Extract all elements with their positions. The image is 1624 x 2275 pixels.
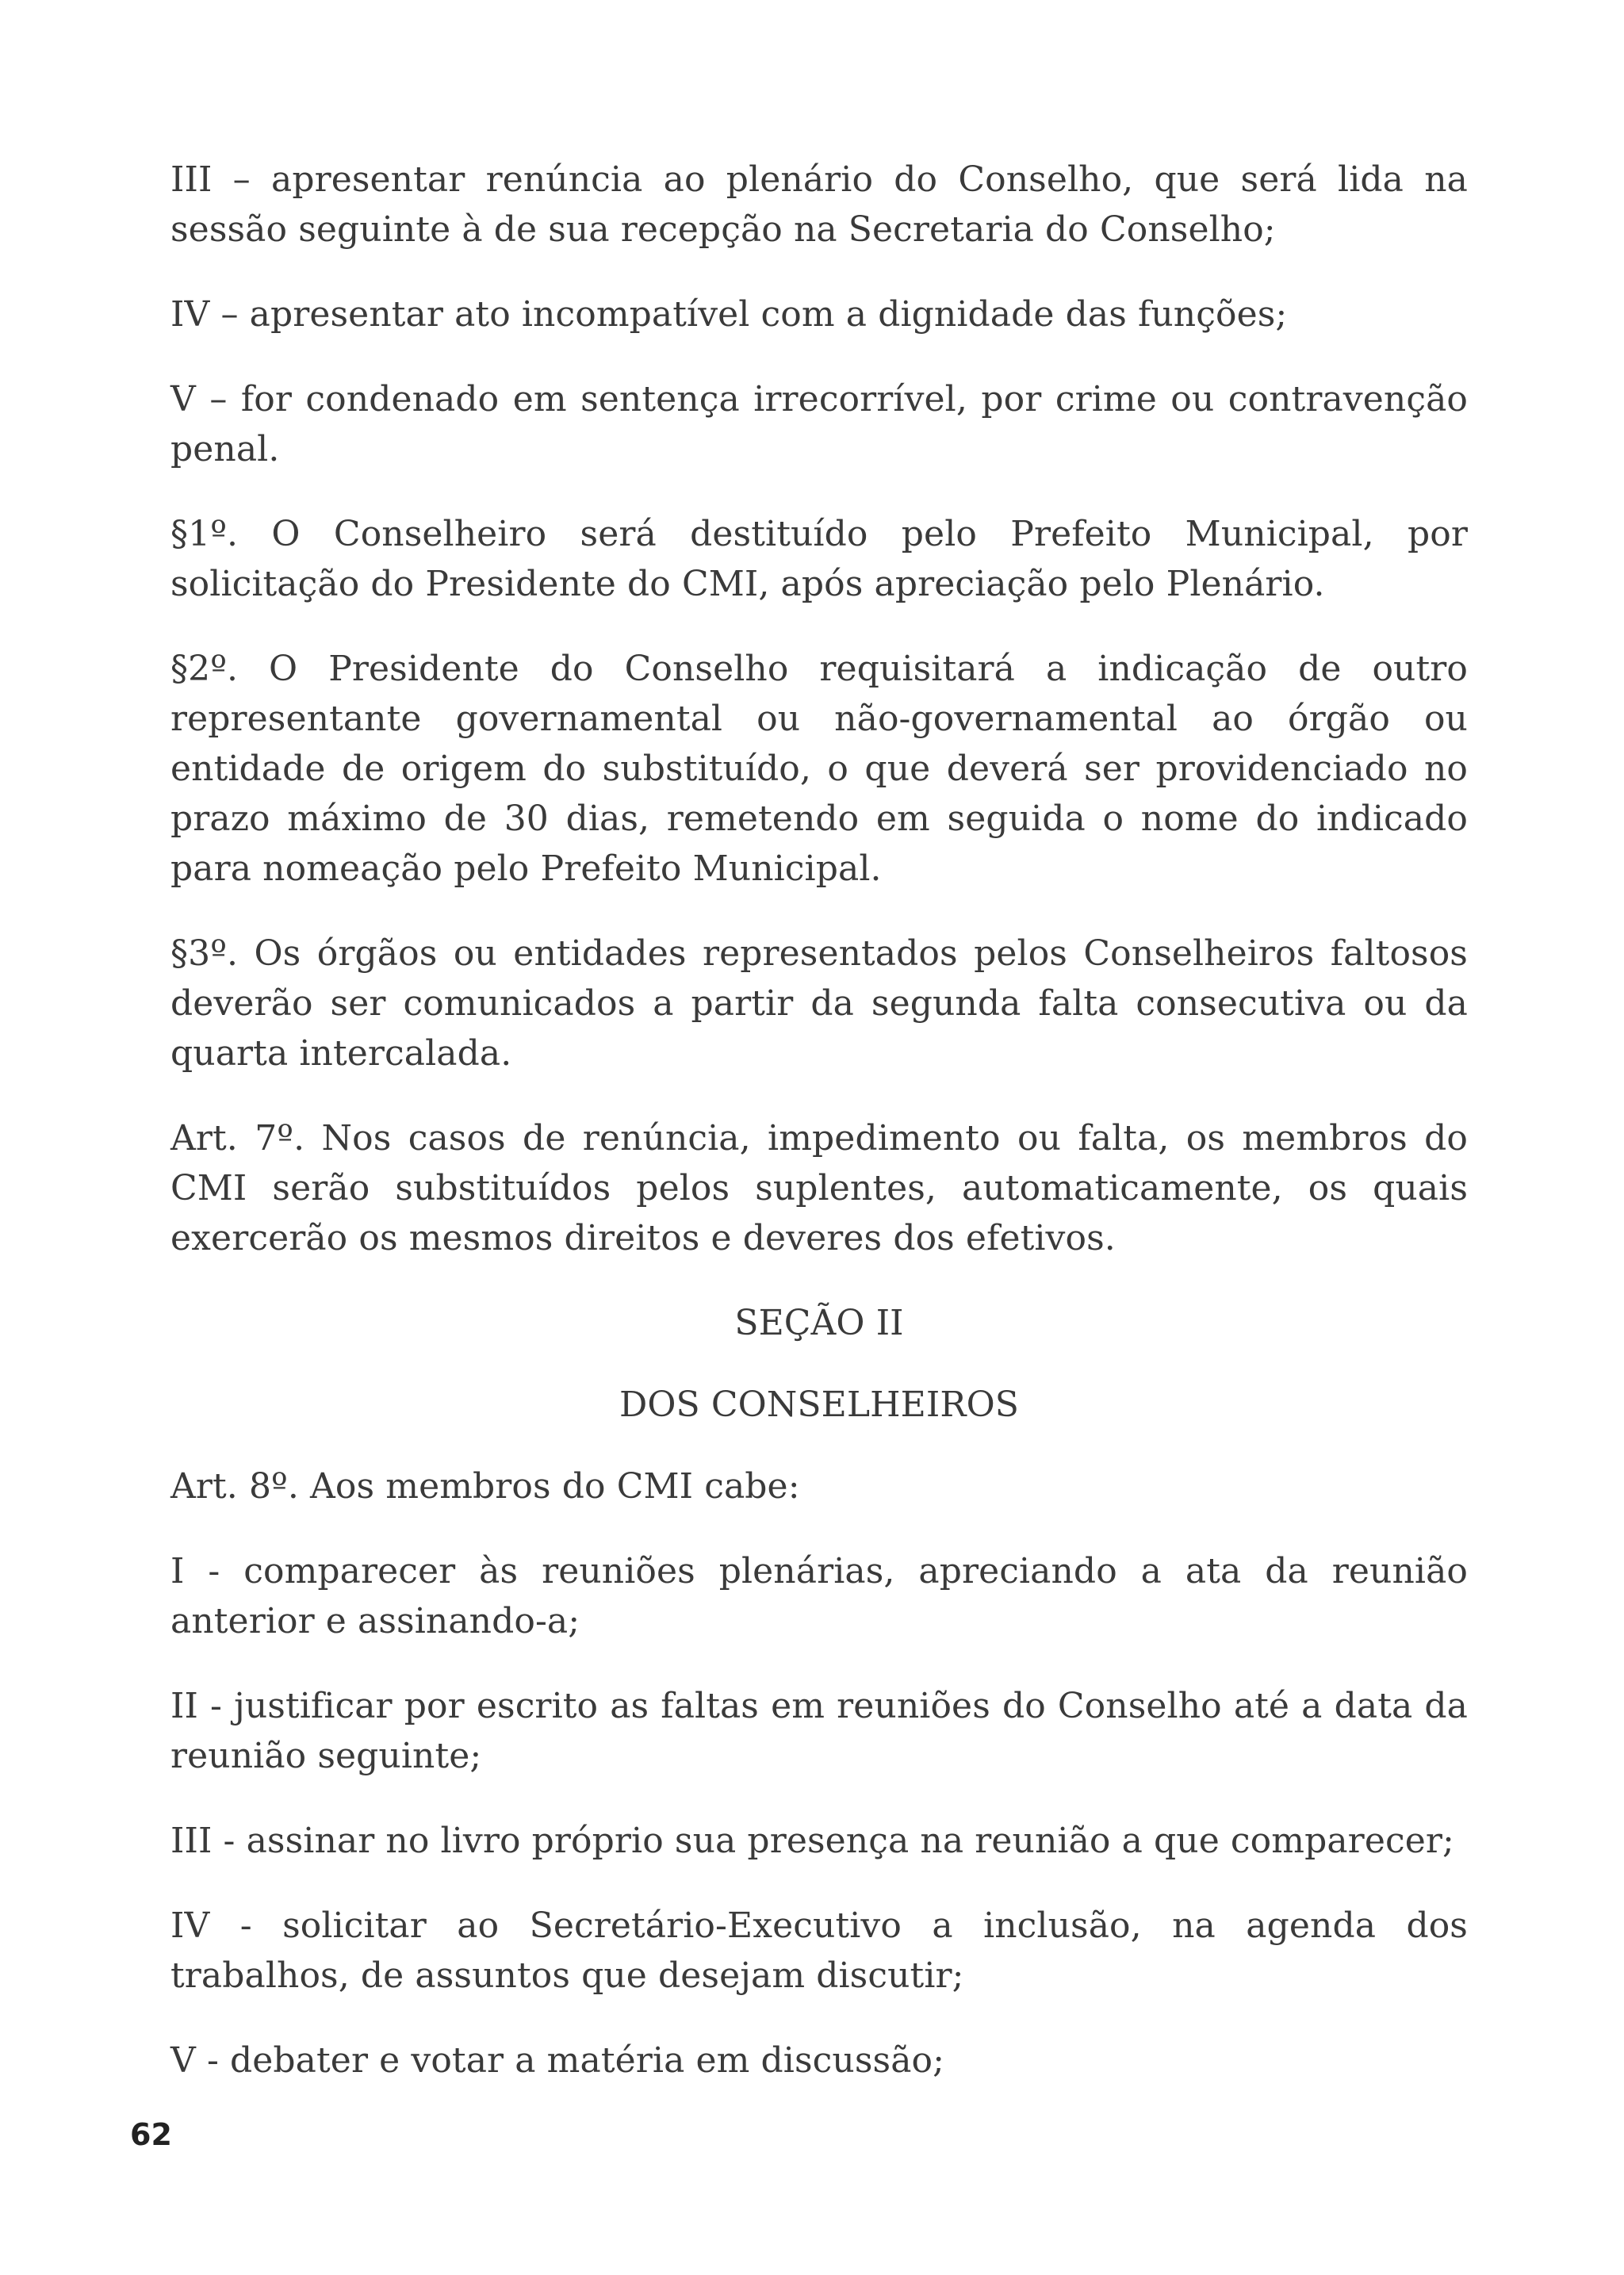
paragraph-item-i-comparecer: I - comparecer às reuniões plenárias, apreciando a ata da reunião anterior e assinando-a;: [170, 1551, 1468, 1641]
paragraph-paragrafo-3: §3º. Os órgãos ou entidades representados pelos Conselheiros faltosos deverão ser comunicados a partir da segunda falta consecutiva ou da quarta intercalada.: [170, 933, 1468, 1074]
paragraph-item-ii-justificar: II - justificar por escrito as faltas em reuniões do Conselho até a data da reunião seguinte;: [170, 1686, 1468, 1776]
paragraph-paragrafo-2: §2º. O Presidente do Conselho requisitará a indicação de outro representante governamental ou não-governamental ao órgão ou entidade de origem do substituído, o que deverá ser providenciado no prazo máximo de 30 dias, remetendo em seguida o nome do indicado para nomeação pelo Prefeito Municipal.: [170, 649, 1468, 889]
paragraph-art-8: Art. 8º. Aos membros do CMI cabe:: [170, 1466, 800, 1507]
page-body: [170, 155, 1468, 2120]
paragraph-item-iii-assinar: III - assinar no livro próprio sua presença na reunião a que comparecer;: [170, 1821, 1454, 1861]
section-subheading: DOS CONSELHEIROS: [619, 1385, 1019, 1425]
paragraph-item-v-condenado: V – for condenado em sentença irrecorrível, por crime ou contravenção penal.: [170, 379, 1468, 469]
section-heading: SEÇÃO II: [734, 1303, 904, 1343]
paragraph-item-iv-ato: IV – apresentar ato incompatível com a dignidade das funções;: [170, 294, 1288, 335]
paragraph-art-7: Art. 7º. Nos casos de renúncia, impedimento ou falta, os membros do CMI serão substituídos pelos suplentes, automaticamente, os quais exercerão os mesmos direitos e deveres dos efetivos.: [170, 1118, 1468, 1258]
paragraph-paragrafo-1: §1º. O Conselheiro será destituído pelo Prefeito Municipal, por solicitação do Presidente do CMI, após apreciação pelo Plenário.: [170, 514, 1468, 604]
paragraph-item-iv-solicitar: IV - solicitar ao Secretário-Executivo a inclusão, na agenda dos trabalhos, de assuntos que desejam discutir;: [170, 1905, 1468, 1996]
paragraph-item-iii-renuncia: III – apresentar renúncia ao plenário do Conselho, que será lida na sessão seguinte à de sua recepção na Secretaria do Conselho;: [170, 159, 1468, 250]
page-number: 62: [130, 2117, 172, 2152]
paragraph-item-v-debater: V - debater e votar a matéria em discussão;: [170, 2040, 945, 2081]
